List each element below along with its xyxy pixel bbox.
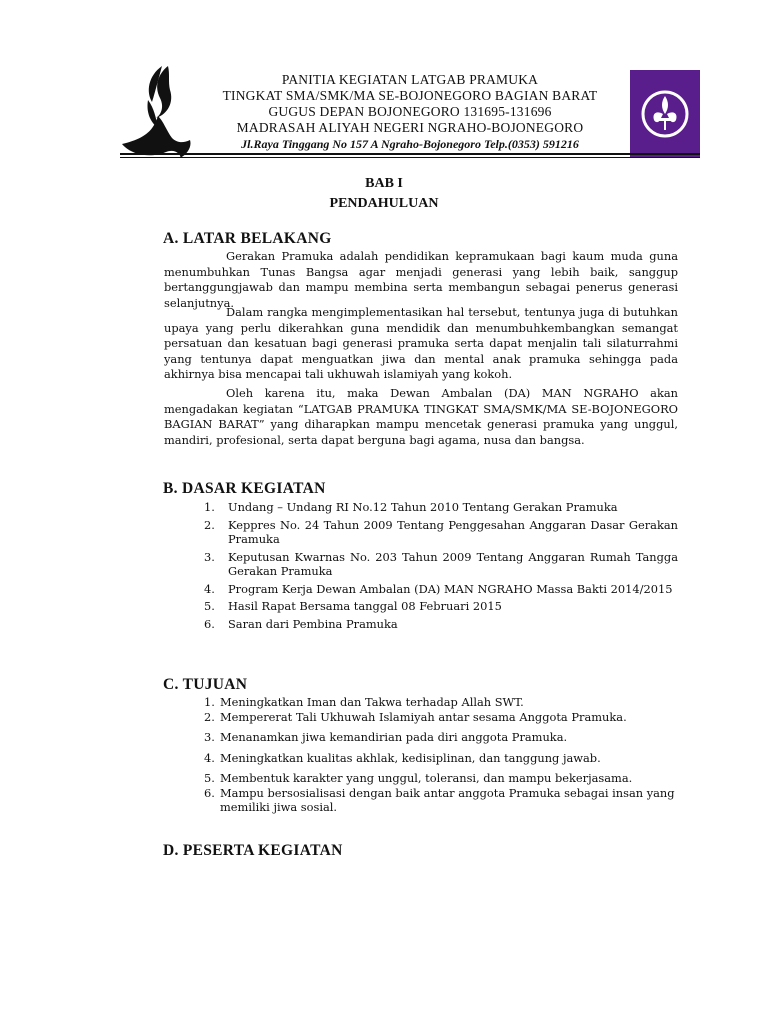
world-scout-emblem-icon xyxy=(630,70,700,158)
list-item xyxy=(204,710,678,725)
list-item-number: 1. xyxy=(204,695,215,709)
list-item-number: 1. xyxy=(204,500,215,514)
chapter-title: PENDAHULUAN xyxy=(329,196,439,211)
section-b-heading: B. DASAR KEGIATAN xyxy=(163,480,326,497)
list-item-number: 3. xyxy=(204,549,215,564)
section-a-heading: A. LATAR BELAKANG xyxy=(163,230,332,247)
section-d-heading: D. PESERTA KEGIATAN xyxy=(163,842,343,859)
list-item-number: 3. xyxy=(204,730,215,744)
list-item-text: Hasil Rapat Bersama tanggal 08 Februari 2015 xyxy=(228,599,502,613)
list-item xyxy=(204,599,678,614)
tunas-kelapa-emblem-icon xyxy=(118,62,196,162)
list-item-text: Undang – Undang RI No.12 Tahun 2010 Tentang Gerakan Pramuka xyxy=(228,500,618,514)
section-c-heading: C. TUJUAN xyxy=(163,676,248,693)
list-item-number: 5. xyxy=(204,599,215,613)
list-item-text: Meningkatkan Iman dan Takwa terhadap Allah SWT. xyxy=(220,695,524,709)
list-item-text: Program Kerja Dewan Ambalan (DA) MAN NGRAHO Massa Bakti 2014/2015 xyxy=(228,581,673,596)
list-item xyxy=(204,550,678,579)
list-item xyxy=(204,786,678,815)
list-item-number: 4. xyxy=(204,581,215,596)
list-item xyxy=(204,582,678,597)
list-item xyxy=(204,500,678,515)
section-a-paragraph-3: Oleh karena itu, maka Dewan Ambalan (DA) MAN NGRAHO akan mengadakan kegiatan “LATGAB PRAMUKA TINGKAT SMA/SMK/MA SE-BOJONEGORO BAGIAN BARAT” yang diharapkan mampu mencetak generasi pramuka yang unggul, mandiri, profesional, serta dapat berguna bagi agama, nusa dan bangsa. xyxy=(164,386,678,447)
tujuan-list xyxy=(204,695,678,815)
letterhead-address: Jl.Raya Tinggang No 157 A Ngraho-Bojonegoro Telp.(0353) 591216 xyxy=(241,137,579,151)
list-item-text: Mampu bersosialisasi dengan baik antar anggota Pramuka sebagai insan yang memiliki jiwa sosial. xyxy=(220,785,675,814)
list-item-number: 2. xyxy=(204,517,215,532)
letterhead-school: MADRASAH ALIYAH NEGERI NGRAHO-BOJONEGORO xyxy=(236,120,584,135)
header-rule-thin xyxy=(120,157,700,158)
dasar-kegiatan-list xyxy=(204,500,678,634)
letterhead-gugus-depan: GUGUS DEPAN BOJONEGORO 131695-131696 xyxy=(268,104,552,119)
list-item xyxy=(204,771,678,786)
section-a-paragraph-1: Gerakan Pramuka adalah pendidikan kepramukaan bagi kaum muda guna menumbuhkan Tunas Bangsa agar menjadi generasi yang lebih baik, sanggup bertanggungjawab dan mampu membina serta membangun sebagai penerus generasi selanjutnya. xyxy=(164,249,678,310)
list-item-text: Meningkatkan kualitas akhlak, kedisiplinan, dan tanggung jawab. xyxy=(220,750,601,765)
list-item xyxy=(204,518,678,547)
list-item-text: Menanamkan jiwa kemandirian pada diri anggota Pramuka. xyxy=(220,730,568,744)
section-a-paragraph-2: Dalam rangka mengimplementasikan hal tersebut, tentunya juga di butuhkan upaya yang perlu dikerahkan guna mendidik dan menumbuhkembangkan semangat persatuan dan kesatuan bagi generasi pramuka serta dapat menjalin tali silaturrahmi yang tentunya dapat menguatkan jiwa dan mental anak pramuka sehingga pada akhirnya bisa mencapai tali ukhuwah islamiyah yang kokoh. xyxy=(164,305,678,382)
letterhead-committee: PANITIA KEGIATAN LATGAB PRAMUKA xyxy=(281,72,539,87)
world-scout-emblem xyxy=(630,70,700,158)
list-item-number: 2. xyxy=(204,709,215,724)
list-item-text: Membentuk karakter yang unggul, toleransi, dan mampu bekerjasama. xyxy=(220,771,633,785)
chapter-number: BAB I xyxy=(365,176,403,191)
list-item-text: Keputusan Kwarnas No. 203 Tahun 2009 Tentang Anggaran Rumah Tangga Gerakan Pramuka xyxy=(228,549,678,578)
list-item xyxy=(204,617,678,632)
list-item-number: 5. xyxy=(204,771,215,785)
letterhead xyxy=(190,72,630,152)
list-item xyxy=(204,751,678,766)
letterhead-level: TINGKAT SMA/SMK/MA SE-BOJONEGORO BAGIAN BARAT xyxy=(222,88,598,103)
list-item-number: 4. xyxy=(204,750,215,765)
list-item-text: Keppres No. 24 Tahun 2009 Tentang Penggesahan Anggaran Dasar Gerakan Pramuka xyxy=(228,517,678,546)
list-item-text: Saran dari Pembina Pramuka xyxy=(228,616,398,631)
list-item xyxy=(204,730,678,745)
list-item-number: 6. xyxy=(204,616,215,631)
list-item xyxy=(204,695,678,710)
header-rule-thick xyxy=(120,153,700,155)
list-item-number: 6. xyxy=(204,785,215,800)
list-item-text: Mempererat Tali Ukhuwah Islamiyah antar sesama Anggota Pramuka. xyxy=(220,709,627,724)
